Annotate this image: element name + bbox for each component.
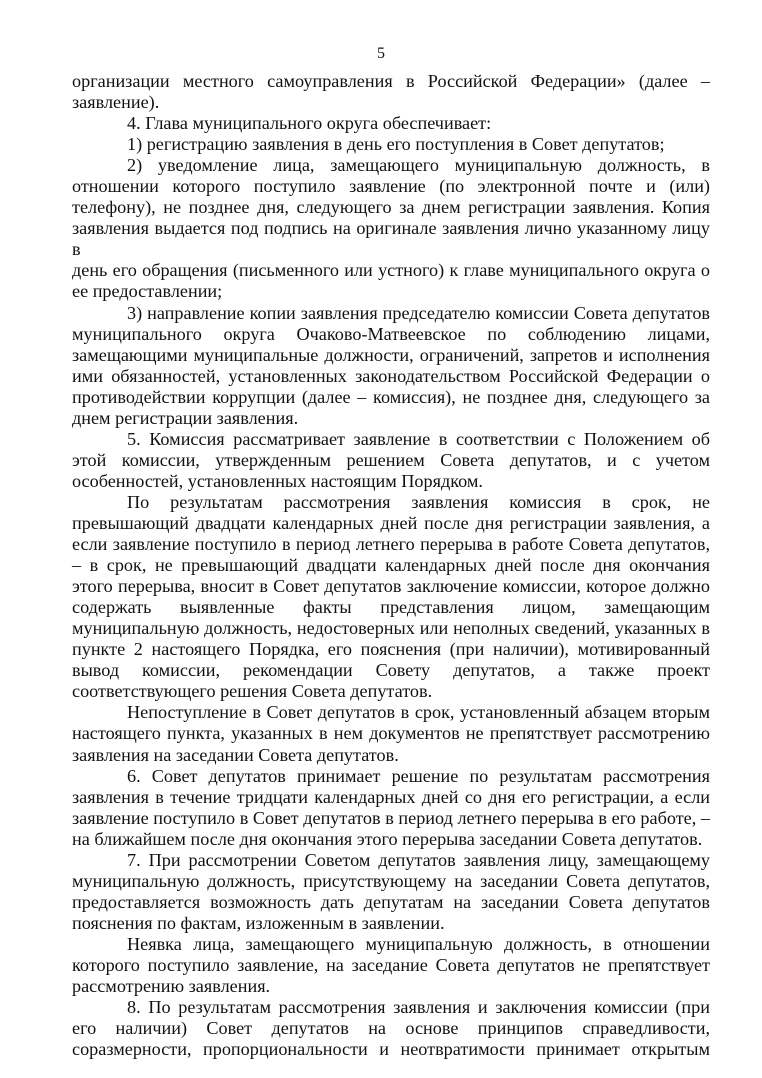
text-line: днем регистрации заявления. (72, 407, 299, 428)
text-line: противодействии коррупции (далее – комиссия), не позднее дня, следующего за (72, 386, 710, 407)
text-line: день его обращения (письменного или устного) к главе муниципального округа о (72, 260, 710, 281)
page-number: 5 (377, 45, 385, 62)
text-line: заявление). (72, 92, 160, 113)
text-line: 7. При рассмотрении Советом депутатов заявления лицу, замещающему (127, 849, 710, 870)
text-line: заявления в течение тридцати календарных дней со дня его регистрации, а если (72, 786, 710, 807)
text-line: заявления выдается под подпись на оригинале заявления лично указанному лицу в (72, 218, 710, 260)
text-line: 6. Совет депутатов принимает решение по результатам рассмотрения (127, 765, 710, 786)
text-line: содержать выявленные факты представления лицом, замещающим (72, 597, 710, 618)
text-line: муниципальную должность, недостоверных или неполных сведений, указанных в (72, 618, 710, 639)
text-line: По результатам рассмотрения заявления комиссия в срок, не (127, 491, 710, 512)
text-line: 4. Глава муниципального округа обеспечивает: (127, 113, 492, 134)
text-line: ими обязанностей, установленных законодательством Российской Федерации о (72, 365, 710, 386)
text-line: если заявление поступило в период летнего перерыва в работе Совета депутатов, (72, 534, 710, 555)
text-line: Неявка лица, замещающего муниципальную должность, в отношении (127, 933, 710, 954)
text-line: пункте 2 настоящего Порядка, его пояснения (при наличии), мотивированный (72, 639, 710, 660)
text-line: – в срок, не превышающий двадцати календарных дней после дня окончания (72, 555, 710, 576)
text-line: отношении которого поступило заявление (по электронной почте и (или) (72, 176, 710, 197)
text-line: 8. По результатам рассмотрения заявления и заключения комиссии (при (127, 997, 710, 1018)
text-line: организации местного самоуправления в Российской Федерации» (далее – (72, 71, 710, 91)
text-line: которого поступило заявление, на заседание Совета депутатов не препятствует (72, 954, 710, 975)
text-line: вывод комиссии, рекомендации Совету депутатов, а также проект (72, 660, 710, 681)
text-line: Непоступление в Совет депутатов в срок, установленный абзацем вторым (127, 702, 710, 723)
text-line: муниципального округа Очаково-Матвеевское по соблюдению лицами, (72, 323, 710, 344)
text-line: 1) регистрацию заявления в день его поступления в Совет депутатов; (127, 134, 665, 155)
text-line: 3) направление копии заявления председателю комиссии Совета депутатов (127, 302, 710, 323)
text-line: превышающий двадцати календарных дней после дня регистрации заявления, а (72, 512, 710, 533)
text-line: ее предоставлении; (72, 281, 223, 302)
text-line: особенностей, установленных настоящим Порядком. (72, 470, 483, 491)
text-line: настоящего пункта, указанных в нем документов не препятствует рассмотрению (72, 723, 710, 744)
text-line: заявления на заседании Совета депутатов. (72, 744, 399, 765)
text-line: муниципальную должность, присутствующему на заседании Совета депутатов, (72, 870, 710, 891)
document-body (72, 71, 710, 1060)
text-line: пояснения по фактам, изложенным в заявлении. (72, 912, 445, 933)
text-line: заявление поступило в Совет депутатов в период летнего перерыва в его работе, – (72, 807, 710, 828)
text-line: на ближайшем после дня окончания этого перерыва заседании Совета депутатов. (72, 828, 703, 849)
text-line: его наличии) Совет депутатов на основе принципов справедливости, (72, 1018, 710, 1039)
text-line: этой комиссии, утвержденным решением Совета депутатов, и с учетом (72, 449, 710, 470)
text-line: предоставляется возможность дать депутатам на заседании Совета депутатов (72, 891, 710, 912)
text-line: соразмерности, пропорциональности и неотвратимости принимает открытым (72, 1039, 710, 1060)
text-line: рассмотрению заявления. (72, 976, 271, 997)
text-line: 2) уведомление лица, замещающего муниципальную должность, в (127, 155, 710, 176)
text-line: телефону), не позднее дня, следующего за днем регистрации заявления. Копия (72, 197, 710, 218)
text-line: этого перерыва, вносит в Совет депутатов заключение комиссии, которое должно (72, 576, 710, 597)
text-line: 5. Комиссия рассматривает заявление в соответствии с Положением об (127, 428, 710, 449)
text-line: соответствующего решения Совета депутатов. (72, 681, 433, 702)
text-line: замещающими муниципальные должности, ограничений, запретов и исполнения (72, 344, 710, 365)
